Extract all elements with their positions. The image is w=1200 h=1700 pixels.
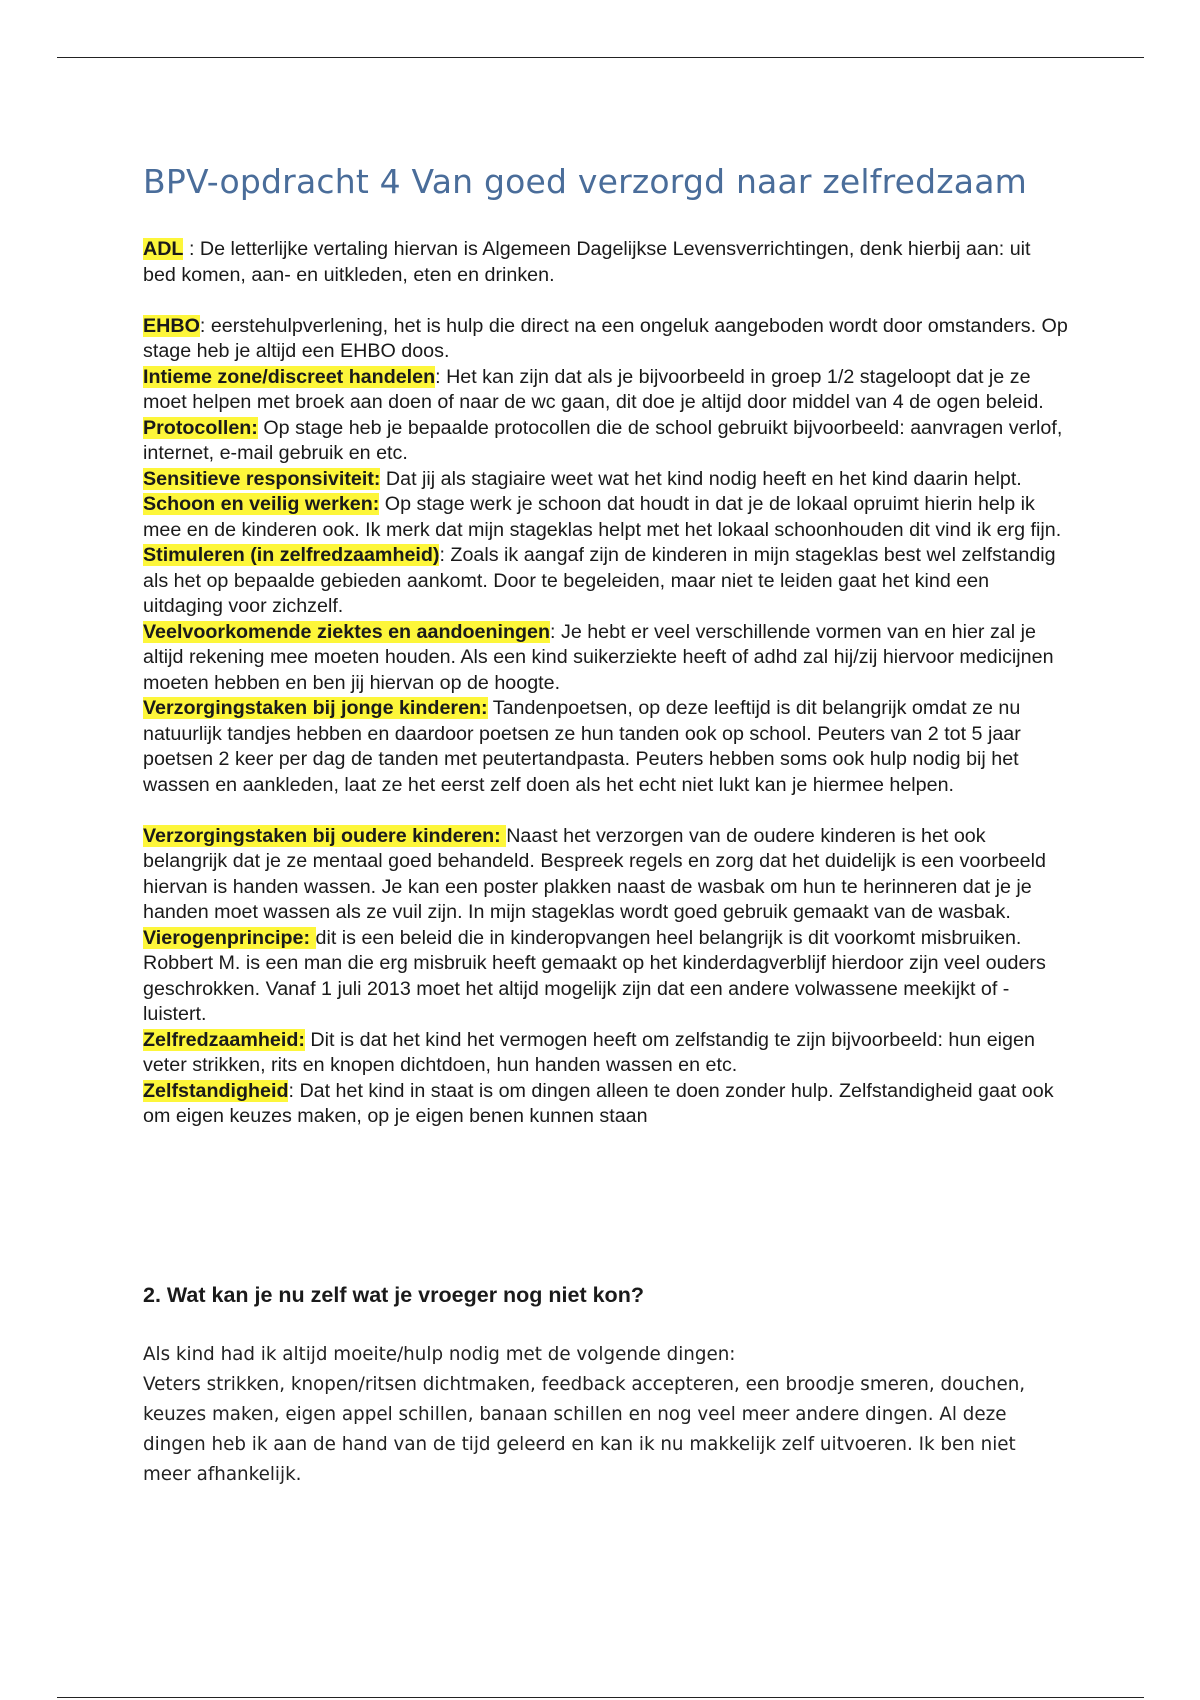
glossary-term: Sensitieve responsiviteit: <box>143 467 381 490</box>
glossary-term: Zelfredzaamheid: <box>143 1028 305 1051</box>
glossary-term: Verzorgingstaken bij jonge kinderen: <box>143 697 488 719</box>
glossary-entry-ziektes <box>143 620 1068 697</box>
glossary-text: De letterlijke vertaling hiervan is Algemeen Dagelijkse Levensverrichtingen, denk hierbij aan: uit bed komen, aan- en uitkleden, eten en drinken. <box>143 238 1031 286</box>
glossary-term: Veelvoorkomende ziektes en aandoeningen <box>143 620 551 643</box>
glossary-entry-intieme-zone <box>143 365 1068 416</box>
separator: : <box>439 544 451 566</box>
separator: : <box>199 314 211 337</box>
glossary-text: eerstehulpverlening, het is hulp die direct na een ongeluk aangeboden wordt door omstanders. Op stage heb je altijd een EHBO doos. <box>143 314 1068 362</box>
glossary-term: Protocollen: <box>143 416 258 439</box>
glossary-text: Naast het verzorgen van de oudere kinderen is het ook belangrijk dat je ze mentaal goed behandeld. Bespreek regels en zorg dat het duidelijk is een voorbeeld hiervan is handen wassen. Je kan een poster plakken naast de wasbak om hun te herinneren dat je je handen moet wassen als ze vuil zijn. In mijn stageklas wordt goed gebruik gemaakt van de wasbak. <box>143 824 1046 923</box>
glossary-entry-protocollen <box>143 416 1068 467</box>
glossary-text: Op stage heb je bepaalde protocollen die de school gebruikt bijvoorbeeld: aanvragen verlof, internet, e-mail gebruik en etc. <box>143 416 1063 464</box>
glossary-entry-vierogenprincipe <box>143 926 1068 1028</box>
separator: : <box>288 1079 300 1102</box>
glossary-text: Zoals ik aangaf zijn de kinderen in mijn stageklas best wel zelfstandig als het op bepaalde gebieden aankomt. Door te begeleiden, maar niet te leiden gaat het kind een uitdaging voor zichzelf. <box>143 544 1056 617</box>
glossary-entry-adl <box>143 237 1068 288</box>
glossary-entry-zelfstandigheid <box>143 1079 1068 1130</box>
glossary-term: Zelfstandigheid <box>143 1079 289 1102</box>
glossary-text: Je hebt er veel verschillende vormen van en hier zal je altijd rekening mee moeten houden. Als een kind suikerziekte heeft of adhd zal hij/zij hiervoor medicijnen moeten hebben en ben jij hiervan op de hoogte. <box>143 620 1054 694</box>
glossary-text: Dat jij als stagiaire weet wat het kind nodig heeft en het kind daarin helpt. <box>385 467 1022 490</box>
glossary-term: EHBO <box>143 314 200 337</box>
glossary-term: Intieme zone/discreet handelen <box>143 365 436 388</box>
top-rule <box>57 57 1144 58</box>
glossary-text: Dat het kind in staat is om dingen alleen te doen zonder hulp. Zelfstandigheid gaat ook om eigen keuzes maken, op je eigen benen kunnen staan <box>143 1079 1054 1127</box>
glossary-text: Het kan zijn dat als je bijvoorbeeld in groep 1/2 stageloopt dat je ze moet helpen met broek aan doen of naar de wc gaan, dit doe je altijd door middel van 4 de ogen beleid. <box>143 365 1044 413</box>
glossary-entry-stimuleren <box>143 543 1068 620</box>
glossary-text: Dit is dat het kind het vermogen heeft om zelfstandig te zijn bijvoorbeeld: hun eigen veter strikken, rits en knopen dichtdoen, hun handen wassen en etc. <box>143 1028 1035 1076</box>
bottom-rule <box>57 1697 1144 1698</box>
glossary-term: ADL <box>143 238 184 260</box>
glossary-term: Schoon en veilig werken: <box>143 493 380 515</box>
glossary-text: Op stage werk je schoon dat houdt in dat je de lokaal opruimt hierin help ik mee en de kinderen ook. Ik merk dat mijn stageklas helpt met het lokaal schoonhouden dit vind ik erg fijn. <box>143 493 1062 541</box>
glossary-term: Stimuleren (in zelfredzaamheid) <box>143 544 440 566</box>
answer-body: Veters strikken, knopen/ritsen dichtmaken, feedback accepteren, een broodje smeren, douchen, keuzes maken, eigen appel schillen, banaan schillen en nog veel meer andere dingen. Al deze dingen heb ik aan de hand van de tijd geleerd en kan ik nu makkelijk zelf uitvoeren. Ik ben niet meer afhankelijk. <box>143 1374 1026 1485</box>
glossary-entry-zelfredzaamheid <box>143 1028 1068 1079</box>
glossary-entry-jonge-kinderen <box>143 696 1068 798</box>
document-title: BPV-opdracht 4 Van goed verzorgd naar zelfredzaam <box>143 162 1027 201</box>
glossary-text: dit is een beleid die in kinderopvangen heel belangrijk is dit voorkomt misbruiken. Robbert M. is een man die erg misbruik heeft gemaakt op het kinderdagverblijf hierdoor zijn veel ouders geschrokken. Vanaf 1 juli 2013 moet het altijd mogelijk zijn dat een andere volwassene meekijkt of -luistert. <box>143 926 1046 1025</box>
separator: : <box>435 365 447 388</box>
glossary-text: Tandenpoetsen, op deze leeftijd is dit belangrijk omdat ze nu natuurlijk tandjes hebben en daardoor poetsen ze hun tanden ook op school. Peuters van 2 tot 5 jaar poetsen 2 keer per dag de tanden met peutertandpasta. Peuters hebben soms ook hulp nodig bij het wassen en aankleden, laat ze het eerst zelf doen als het echt niet lukt kan je hiermee helpen. <box>143 697 1021 796</box>
glossary-entry-oudere-kinderen <box>143 824 1068 926</box>
glossary-term: Vierogenprincipe: <box>143 926 316 949</box>
question-2-answer <box>143 1340 1068 1490</box>
glossary-entry-ehbo <box>143 314 1068 365</box>
glossary <box>143 237 1068 1130</box>
glossary-term: Verzorgingstaken bij oudere kinderen: <box>143 824 507 847</box>
separator: : <box>183 238 200 260</box>
glossary-entry-schoon-en-veilig <box>143 492 1068 543</box>
separator: : <box>550 620 561 643</box>
answer-intro: Als kind had ik altijd moeite/hulp nodig met de volgende dingen: <box>143 1344 736 1365</box>
glossary-entry-sensitieve-responsiviteit <box>143 467 1068 493</box>
question-2-heading: 2. Wat kan je nu zelf wat je vroeger nog niet kon? <box>143 1283 644 1307</box>
